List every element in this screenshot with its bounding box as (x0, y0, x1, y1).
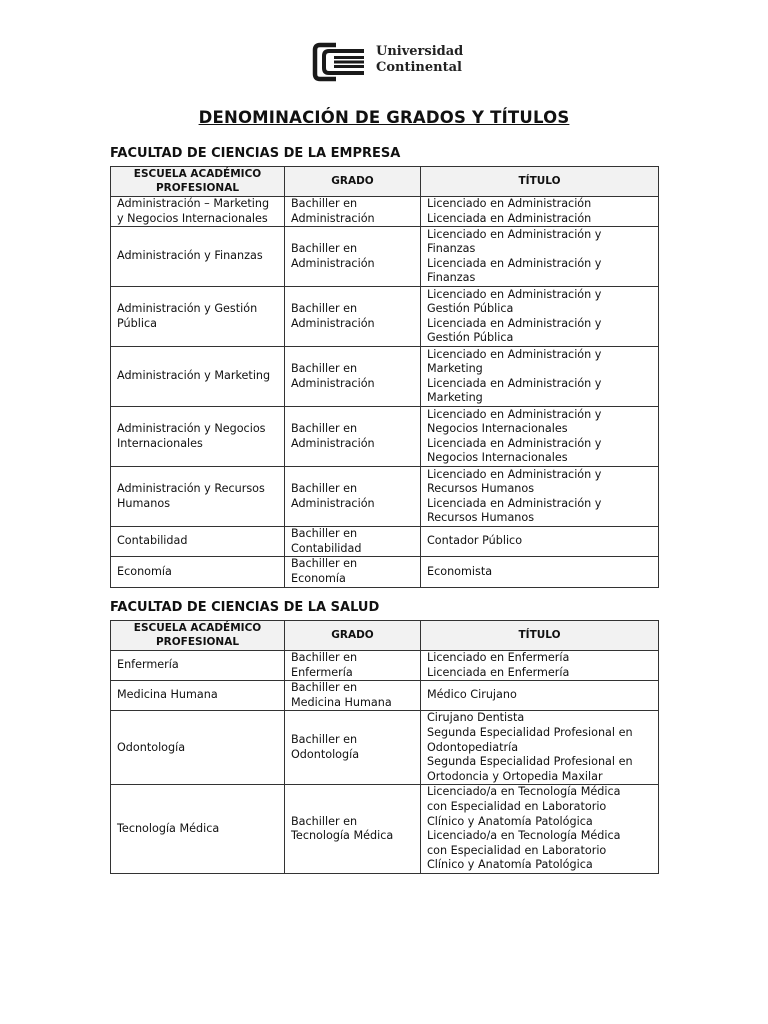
cell-school (111, 557, 285, 587)
table-row (111, 287, 659, 347)
cell-line: Licenciada en Administración y (427, 436, 602, 450)
cell-line: Negocios Internacionales (427, 422, 568, 436)
section-title-empresa: FACULTAD DE CIENCIAS DE LA EMPRESA (110, 146, 401, 161)
cell-line: Administración (291, 496, 375, 510)
cell-line: Administración y Recursos (117, 482, 265, 496)
section-title-salud: FACULTAD DE CIENCIAS DE LA SALUD (110, 600, 380, 615)
cell-line: Gestión Pública (427, 331, 514, 345)
cell-title (421, 651, 659, 681)
cell-line: Administración y Marketing (117, 369, 271, 383)
column-header-degree: GRADO (285, 167, 421, 197)
cell-line: Licenciado en Administración y (427, 407, 602, 421)
cell-line: Clínico y Anatomía Patológica (427, 858, 593, 872)
table-header-row (111, 167, 659, 197)
cell-line: Licenciada en Administración y (427, 316, 602, 330)
cell-line: con Especialidad en Laboratorio (427, 799, 607, 813)
cell-degree (285, 227, 421, 287)
cell-title (421, 197, 659, 227)
cell-line: Pública (117, 316, 157, 330)
cell-line: Bachiller en (291, 527, 358, 541)
cell-line: Recursos Humanos (427, 511, 535, 525)
cell-degree (285, 197, 421, 227)
table-row (111, 785, 659, 874)
cell-school (111, 347, 285, 407)
cell-line: Contabilidad (291, 541, 362, 555)
cell-line: Licenciado en Administración (427, 197, 592, 210)
cell-line: Bachiller en (291, 557, 358, 571)
cell-line: Economía (117, 564, 172, 578)
cell-line: Bachiller en (291, 814, 358, 828)
cell-line: Licenciada en Administración y (427, 496, 602, 510)
cell-title (421, 785, 659, 874)
cell-degree (285, 557, 421, 587)
cell-line: Segunda Especialidad Profesional en (427, 755, 633, 769)
cell-degree (285, 467, 421, 527)
logo-line-2: Continental (376, 60, 462, 75)
cell-school (111, 227, 285, 287)
cell-line: Administración y Gestión (117, 302, 258, 316)
table-row (111, 227, 659, 287)
cell-line: Licenciada en Enfermería (427, 665, 570, 679)
cell-line: Cirujano Dentista (427, 711, 525, 725)
cell-title (421, 681, 659, 711)
cell-degree (285, 785, 421, 874)
cell-title (421, 407, 659, 467)
cell-line: Administración (291, 316, 375, 330)
cell-degree (285, 651, 421, 681)
cell-school (111, 651, 285, 681)
cell-degree (285, 527, 421, 557)
cell-line: Bachiller en (291, 733, 358, 747)
cell-line: Licenciado en Administración y (427, 287, 602, 301)
table-salud (110, 620, 659, 874)
cell-line: Marketing (427, 391, 483, 405)
cell-line: Ortodoncia y Ortopedia Maxilar (427, 769, 603, 783)
column-header-school: ESCUELA ACADÉMICO PROFESIONAL (111, 621, 285, 651)
cell-line: Licenciado/a en Tecnología Médica (427, 829, 621, 843)
table-row (111, 197, 659, 227)
cell-line: Bachiller en (291, 651, 358, 664)
cell-line: Licenciada en Administración y (427, 376, 602, 390)
cell-line: Contador Público (427, 534, 523, 548)
cell-degree (285, 347, 421, 407)
cell-line: Tecnología Médica (291, 829, 394, 843)
cell-line: Medicina Humana (291, 695, 392, 709)
cell-line: Tecnología Médica (117, 821, 220, 835)
table-header-row (111, 621, 659, 651)
cell-school (111, 287, 285, 347)
cell-line: Odontología (291, 747, 360, 761)
cell-line: Licenciado en Administración y (427, 227, 602, 241)
cell-line: Enfermería (291, 665, 353, 679)
cell-line: Marketing (427, 362, 483, 376)
table-row (111, 711, 659, 785)
cell-school (111, 785, 285, 874)
cell-line: Administración (291, 211, 375, 225)
cell-line: Economía (291, 571, 346, 585)
cell-line: Finanzas (427, 242, 476, 256)
cell-line: Licenciado en Enfermería (427, 651, 570, 664)
cell-degree (285, 711, 421, 785)
cell-title (421, 287, 659, 347)
cell-line: Enfermería (117, 658, 179, 672)
cell-line: y Negocios Internacionales (117, 211, 268, 225)
cell-line: Licenciado/a en Tecnología Médica (427, 785, 621, 799)
cell-line: Odontopediatría (427, 740, 519, 754)
cell-title (421, 227, 659, 287)
cell-line: Internacionales (117, 436, 203, 450)
cell-line: Clínico y Anatomía Patológica (427, 814, 593, 828)
cell-line: Administración (291, 436, 375, 450)
cell-line: Contabilidad (117, 534, 188, 548)
column-header-title: TÍTULO (421, 167, 659, 197)
cell-line: Odontología (117, 740, 186, 754)
cell-degree (285, 287, 421, 347)
cell-line: Bachiller en (291, 362, 358, 376)
table-row (111, 651, 659, 681)
cell-school (111, 527, 285, 557)
cell-school (111, 681, 285, 711)
cell-line: Administración y Finanzas (117, 249, 263, 263)
university-logo (312, 40, 462, 84)
cell-school (111, 407, 285, 467)
table-row (111, 407, 659, 467)
table-empresa (110, 166, 659, 588)
cell-school (111, 711, 285, 785)
cell-line: Finanzas (427, 271, 476, 285)
cell-title (421, 347, 659, 407)
cell-line: Medicina Humana (117, 688, 218, 702)
cell-line: Administración (291, 376, 375, 390)
cell-line: Licenciado en Administración y (427, 347, 602, 361)
cell-line: Bachiller en (291, 681, 358, 695)
document-title: DENOMINACIÓN DE GRADOS Y TÍTULOS (198, 108, 570, 127)
table-row (111, 467, 659, 527)
cell-line: Licenciada en Administración (427, 211, 592, 225)
cell-line: con Especialidad en Laboratorio (427, 843, 607, 857)
cell-line: Bachiller en (291, 197, 358, 210)
table-row (111, 527, 659, 557)
cell-line: Negocios Internacionales (427, 451, 568, 465)
cell-line: Médico Cirujano (427, 688, 517, 702)
cell-school (111, 197, 285, 227)
cell-title (421, 557, 659, 587)
cell-line: Licenciado en Administración y (427, 467, 602, 481)
cell-line: Bachiller en (291, 482, 358, 496)
table-row (111, 681, 659, 711)
cell-line: Recursos Humanos (427, 482, 535, 496)
cell-line: Administración y Negocios (117, 422, 266, 436)
cell-line: Licenciada en Administración y (427, 256, 602, 270)
cell-line: Humanos (117, 496, 171, 510)
cell-degree (285, 681, 421, 711)
column-header-degree: GRADO (285, 621, 421, 651)
cell-line: Administración (291, 256, 375, 270)
cell-school (111, 467, 285, 527)
cell-title (421, 527, 659, 557)
cell-line: Gestión Pública (427, 302, 514, 316)
cell-line: Administración – Marketing (117, 197, 270, 210)
university-logo-icon (312, 42, 368, 82)
logo-wordmark (376, 44, 463, 76)
cell-line: Bachiller en (291, 242, 358, 256)
cell-line: Segunda Especialidad Profesional en (427, 725, 633, 739)
logo-line-1: Universidad (376, 44, 464, 59)
cell-title (421, 467, 659, 527)
cell-degree (285, 407, 421, 467)
cell-line: Bachiller en (291, 302, 358, 316)
column-header-title: TÍTULO (421, 621, 659, 651)
column-header-school: ESCUELA ACADÉMICO PROFESIONAL (111, 167, 285, 197)
table-row (111, 557, 659, 587)
table-row (111, 347, 659, 407)
cell-title (421, 711, 659, 785)
cell-line: Bachiller en (291, 422, 358, 436)
cell-line: Economista (427, 564, 493, 578)
